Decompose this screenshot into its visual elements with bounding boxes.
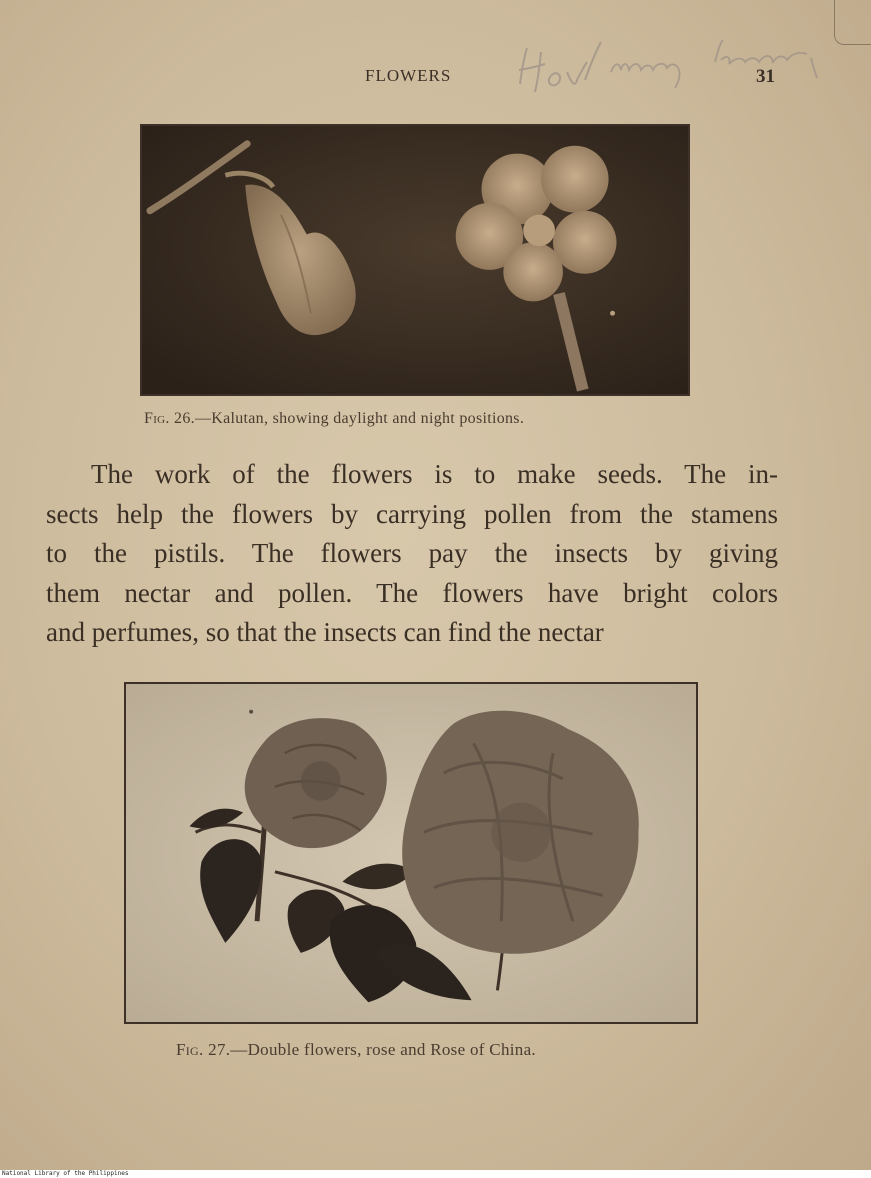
figure-26-caption (144, 410, 524, 428)
body-line: to the pistils. The flowers pay the insects by giving (46, 538, 778, 568)
body-line: The work of the flowers is to make seeds. The in- (91, 459, 778, 489)
body-line: and perfumes, so that the insects can find the nectar (46, 617, 604, 647)
page-number: 31 (756, 66, 775, 87)
figure-27-photo (124, 682, 698, 1024)
figure-27-caption-text: —Double flowers, rose and Rose of China. (230, 1040, 536, 1059)
figure-26-number: 26. (174, 410, 195, 427)
figure-26-caption-text: —Kalutan, showing daylight and night positions. (194, 410, 525, 427)
running-head: FLOWERS (365, 66, 452, 85)
body-line: them nectar and pollen. The flowers have bright colors (46, 577, 778, 608)
page-corner-mark (834, 0, 871, 45)
footer-strip (0, 1170, 871, 1178)
figure-26-photo (140, 124, 690, 396)
library-credit: National Library of the Philippines (2, 1170, 129, 1177)
figure-27-number: 27. (208, 1040, 231, 1059)
figure-27-caption (176, 1040, 536, 1060)
figure-27-label: Fig. (176, 1040, 204, 1059)
body-paragraph (46, 455, 778, 653)
body-line: sects help the flowers by carrying pollen from the stamens (46, 498, 778, 529)
figure-26-label: Fig. (144, 410, 170, 427)
handwritten-note-icon (515, 32, 835, 102)
